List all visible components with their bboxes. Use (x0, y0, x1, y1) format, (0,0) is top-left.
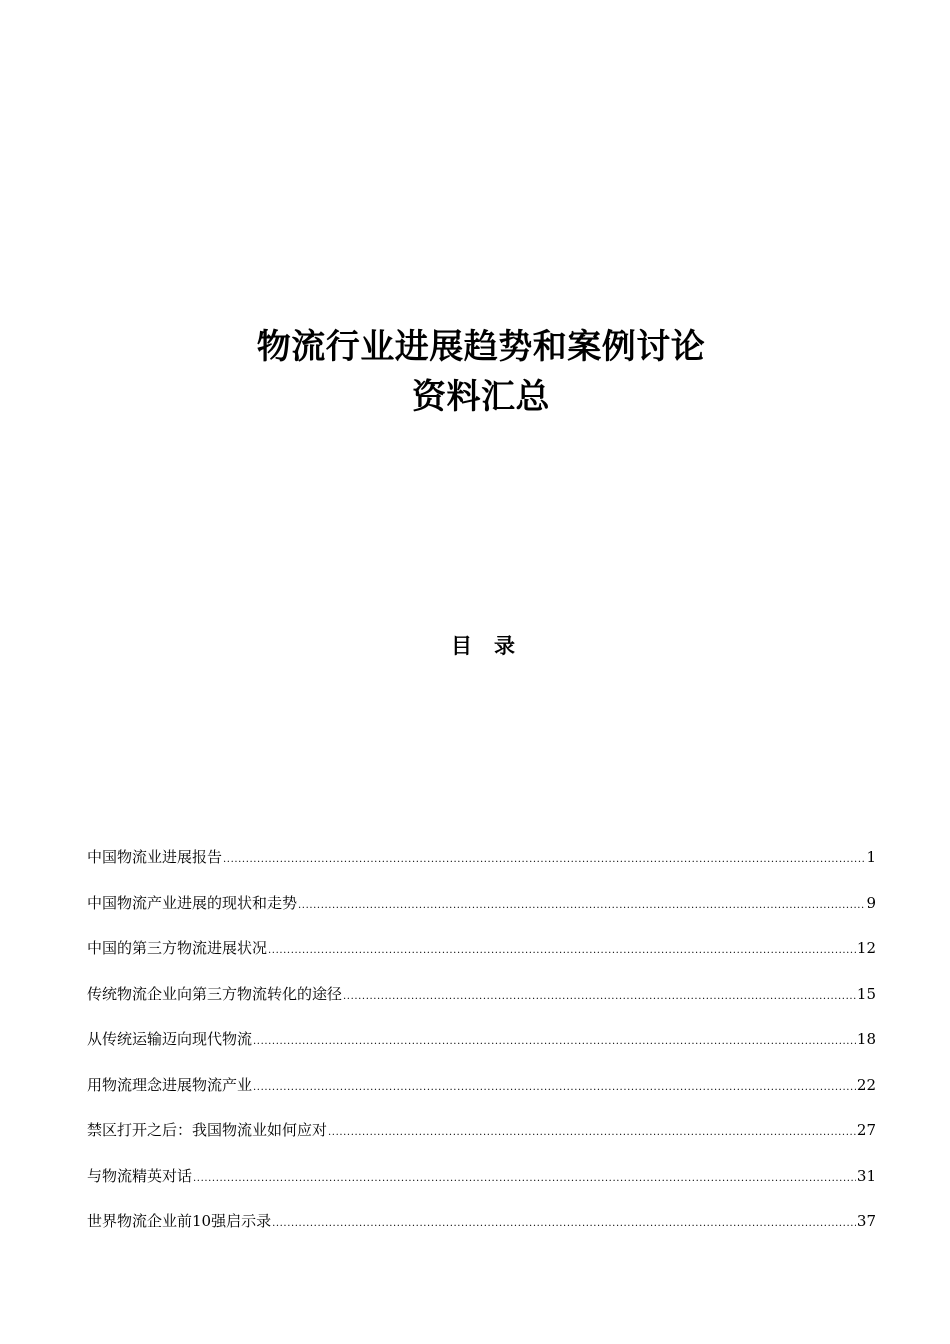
toc-dot-leader (253, 1077, 856, 1099)
toc-entry-title: 中国的第三方物流进展状况 (87, 939, 268, 957)
toc-entry-page: 9 (866, 893, 876, 912)
toc-dot-leader (343, 986, 856, 1008)
toc-dot-leader (193, 1168, 856, 1190)
toc-entry-page: 15 (856, 984, 876, 1003)
toc-entry-page: 27 (856, 1121, 876, 1139)
toc-entry[interactable] (87, 937, 876, 983)
table-of-contents (87, 846, 876, 1256)
toc-entry[interactable] (87, 1074, 876, 1120)
document-title (0, 322, 950, 422)
toc-entry[interactable] (87, 1165, 876, 1211)
toc-entry-title: 与物流精英对话 (87, 1166, 193, 1185)
toc-entry-page: 1 (866, 848, 876, 866)
toc-entry[interactable] (87, 892, 876, 938)
toc-entry-title: 世界物流企业前10强启示录 (87, 1212, 272, 1230)
toc-entry[interactable] (87, 1028, 876, 1074)
toc-dot-leader (268, 940, 856, 962)
toc-dot-leader (272, 1213, 856, 1235)
toc-entry-page: 31 (856, 1166, 876, 1185)
toc-dot-leader (253, 1031, 856, 1053)
toc-entry[interactable] (87, 1210, 876, 1256)
toc-entry-title: 传统物流企业向第三方物流转化的途径 (87, 984, 343, 1003)
toc-entry[interactable] (87, 1119, 876, 1165)
toc-heading-part-1: 目 (451, 633, 472, 658)
toc-entry-title: 中国物流业进展报告 (87, 848, 223, 866)
toc-entry-page: 37 (856, 1212, 876, 1230)
toc-entry-title: 禁区打开之后：我国物流业如何应对 (87, 1121, 328, 1139)
toc-dot-leader (328, 1122, 856, 1144)
toc-entry-title: 用物流理念进展物流产业 (87, 1075, 253, 1094)
toc-entry-page: 22 (856, 1075, 876, 1094)
title-line-2: 资料汇总 (412, 377, 550, 417)
toc-heading (0, 630, 950, 660)
toc-entry[interactable] (87, 846, 876, 892)
toc-entry[interactable] (87, 983, 876, 1029)
title-line-1: 物流行业进展趋势和案例讨论 (256, 327, 706, 367)
toc-heading-part-2: 录 (494, 633, 515, 658)
toc-dot-leader (298, 895, 865, 917)
toc-entry-title: 中国物流产业进展的现状和走势 (87, 893, 298, 912)
toc-entry-page: 12 (856, 939, 876, 957)
toc-dot-leader (223, 849, 865, 871)
toc-entry-title: 从传统运输迈向现代物流 (87, 1030, 253, 1048)
toc-entry-page: 18 (856, 1030, 876, 1048)
